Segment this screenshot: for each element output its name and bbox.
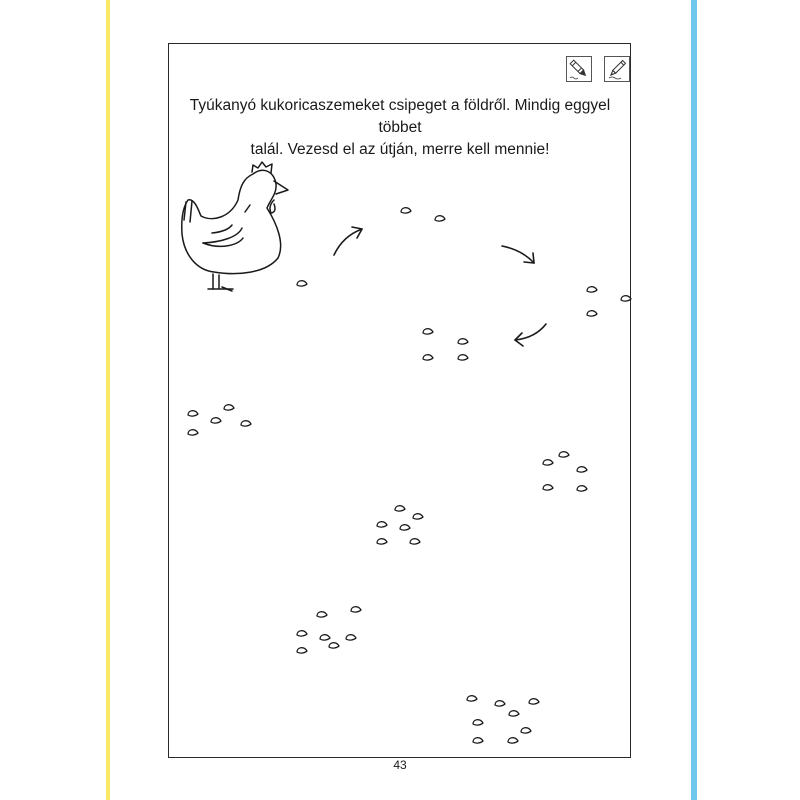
- direction-arrows: [334, 227, 546, 346]
- corn-kernel: [521, 728, 531, 733]
- kernel-group-3: [587, 287, 631, 316]
- corn-kernel: [400, 525, 410, 530]
- corn-kernel: [587, 311, 597, 316]
- corn-kernel: [297, 648, 307, 653]
- kernel-group-7: [377, 506, 423, 544]
- instruction-line-2: talál. Vezesd el az útján, merre kell mennie!: [250, 141, 550, 158]
- corn-kernel: [320, 635, 330, 640]
- corn-kernel: [413, 514, 423, 519]
- corn-kernel: [473, 720, 483, 725]
- kernel-group-5: [188, 405, 251, 435]
- kernel-group-1: [297, 281, 307, 286]
- corn-kernel: [543, 485, 553, 490]
- corn-kernel: [458, 355, 468, 360]
- corn-kernel: [241, 421, 251, 426]
- corn-kernel: [224, 405, 234, 410]
- kernel-group-6: [543, 452, 587, 491]
- corn-kernel: [435, 216, 445, 221]
- corn-kernel: [401, 208, 411, 213]
- corn-kernel: [509, 711, 519, 716]
- instruction-line-1: Tyúkanyó kukoricaszemeket csipeget a földről. Mindig eggyel többet: [189, 97, 611, 136]
- corn-kernel: [211, 418, 221, 423]
- corn-kernel: [297, 281, 307, 286]
- corn-kernel: [577, 467, 587, 472]
- corn-kernel: [423, 329, 433, 334]
- corn-kernel: [508, 738, 518, 743]
- arrow-3: [515, 324, 546, 346]
- corn-kernels: [188, 208, 631, 743]
- corn-kernel: [346, 635, 356, 640]
- kernel-group-9: [467, 696, 539, 743]
- corn-kernel: [351, 607, 361, 612]
- corn-kernel: [577, 486, 587, 491]
- kernel-group-4: [423, 329, 468, 360]
- corn-kernel: [495, 701, 505, 706]
- page-number: 43: [393, 758, 407, 772]
- hen-illustration: [182, 162, 288, 291]
- corn-kernel: [377, 522, 387, 527]
- arrow-1: [334, 227, 362, 255]
- corn-kernel: [467, 696, 477, 701]
- corn-kernel: [395, 506, 405, 511]
- corn-kernel: [587, 287, 597, 292]
- corn-kernel: [317, 612, 327, 617]
- corn-kernel: [188, 411, 198, 416]
- corn-kernel: [188, 430, 198, 435]
- corn-kernel: [543, 460, 553, 465]
- corn-kernel: [621, 296, 631, 301]
- corn-kernel: [458, 339, 468, 344]
- corn-kernel: [410, 539, 420, 544]
- corn-kernel: [329, 643, 339, 648]
- kernel-group-8: [297, 607, 361, 653]
- corn-kernel: [423, 355, 433, 360]
- kernel-group-2: [401, 208, 445, 221]
- corn-kernel: [559, 452, 569, 457]
- corn-kernel: [529, 699, 539, 704]
- corn-kernel: [473, 738, 483, 743]
- corn-kernel: [377, 539, 387, 544]
- arrow-2: [502, 246, 534, 263]
- corn-kernel: [297, 631, 307, 636]
